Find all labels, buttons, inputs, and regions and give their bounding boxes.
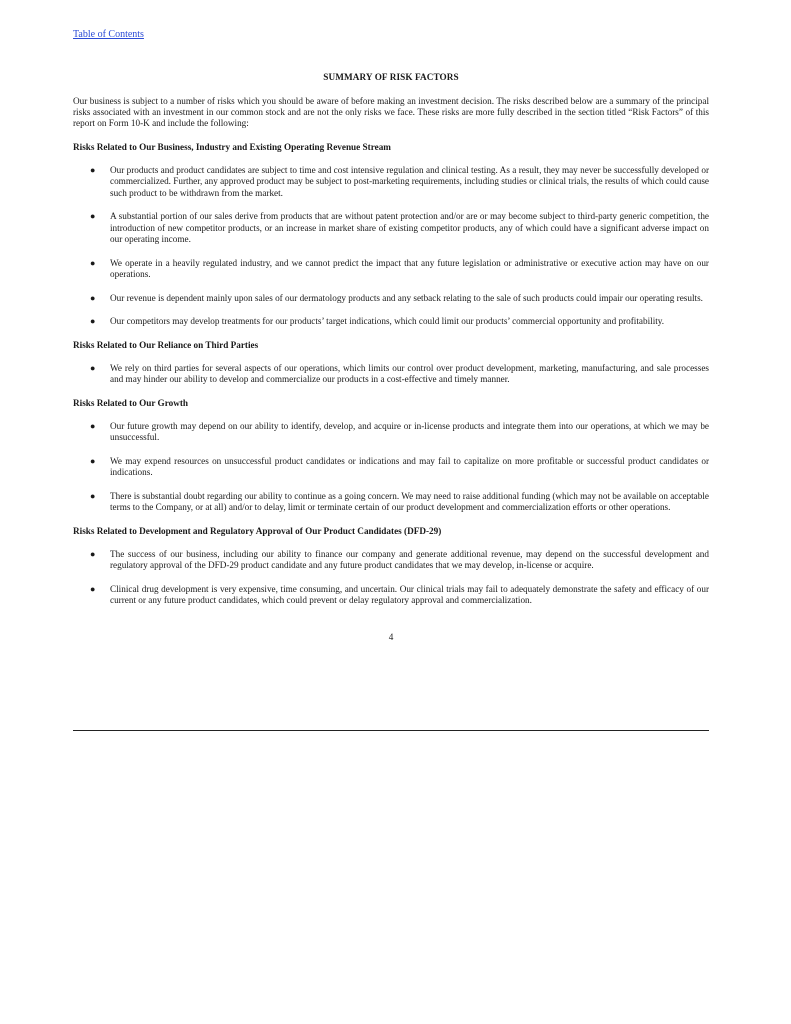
page-title: SUMMARY OF RISK FACTORS bbox=[323, 72, 459, 82]
table-of-contents-link[interactable]: Table of Contents bbox=[73, 29, 144, 40]
list-item-text: Our revenue is dependent mainly upon sales of our dermatology products and any setback relating to the sale of such products could impair our operating results. bbox=[110, 292, 703, 303]
page-number: 4 bbox=[388, 631, 394, 642]
section-heading-third-parties: Risks Related to Our Reliance on Third Parties bbox=[73, 339, 259, 350]
list-item bbox=[73, 293, 709, 304]
list-item bbox=[73, 421, 709, 443]
bullet-icon: ● bbox=[90, 421, 96, 432]
list-item bbox=[73, 584, 709, 606]
list-item-text: Our products and product candidates are subject to time and cost intensive regulation and clinical testing. As a result, they may never be successfully developed or commercialized. Further, any approved product may be subject to post-marketing requirements, including studies or clinical trials, the results of which could cause such product to be withdrawn from the market. bbox=[110, 165, 709, 198]
list-item-text: Clinical drug development is very expensive, time consuming, and uncertain. Our clinical trials may fail to adequately demonstrate the safety and efficacy of our current or any future product candidates, which could prevent or delay regulatory approval and commercialization. bbox=[110, 584, 709, 606]
risk-list-third-parties bbox=[73, 363, 709, 385]
risk-list-development bbox=[73, 549, 709, 606]
bullet-icon: ● bbox=[90, 316, 96, 327]
bullet-icon: ● bbox=[90, 584, 96, 595]
list-item-text: A substantial portion of our sales derive from products that are without patent protection and/or are or may become subject to third-party generic competition, the introduction of new competitor products, or an increase in market share of existing competitor products, any of which could have a significant adverse impact on our operating income. bbox=[110, 211, 709, 244]
bullet-icon: ● bbox=[90, 456, 96, 467]
list-item bbox=[73, 316, 709, 327]
document-page bbox=[73, 24, 709, 643]
bullet-icon: ● bbox=[90, 211, 96, 222]
list-item-text: We operate in a heavily regulated industry, and we cannot predict the impact that any future legislation or administrative or executive action may have on our operations. bbox=[110, 257, 709, 279]
list-item bbox=[73, 549, 709, 571]
list-item bbox=[73, 258, 709, 280]
bullet-icon: ● bbox=[90, 165, 96, 176]
bullet-icon: ● bbox=[90, 257, 96, 268]
list-item-text: We may expend resources on unsuccessful product candidates or indications and may fail to capitalize on more profitable or successful product candidates or indications. bbox=[110, 456, 709, 478]
section-heading-business: Risks Related to Our Business, Industry and Existing Operating Revenue Stream bbox=[73, 141, 391, 152]
bullet-icon: ● bbox=[90, 491, 96, 502]
list-item bbox=[73, 491, 709, 513]
list-item bbox=[73, 456, 709, 478]
list-item-text: Our competitors may develop treatments for our products’ target indications, which could limit our products’ commercial opportunity and profitability. bbox=[110, 316, 665, 327]
list-item-text: Our future growth may depend on our ability to identify, develop, and acquire or in-license products and integrate them into our operations, at which we may be unsuccessful. bbox=[110, 421, 709, 443]
bullet-icon: ● bbox=[90, 549, 96, 560]
list-item bbox=[73, 211, 709, 245]
section-heading-growth: Risks Related to Our Growth bbox=[73, 397, 189, 408]
list-item bbox=[73, 165, 709, 199]
risk-list-business bbox=[73, 165, 709, 327]
list-item-text: There is substantial doubt regarding our ability to continue as a going concern. We may need to raise additional funding (which may not be available on acceptable terms to the Company, or at all) and/or to delay, limit or terminate certain of our product development and commercialization efforts or other operations. bbox=[110, 491, 709, 513]
page-divider bbox=[73, 730, 709, 731]
list-item-text: We rely on third parties for several aspects of our operations, which limits our control over product development, marketing, manufacturing, and sale processes and may hinder our ability to develop and commercialize our products in a cost-effective and timely manner. bbox=[110, 363, 709, 385]
bullet-icon: ● bbox=[90, 363, 96, 374]
intro-paragraph: Our business is subject to a number of risks which you should be aware of before making an investment decision. The risks described below are a summary of the principal risks associated with an investment in our common stock and are not the only risks we face. These risks are more fully described in the section titled “Risk Factors” of this report on Form 10-K and include the following: bbox=[73, 96, 709, 129]
risk-list-growth bbox=[73, 421, 709, 513]
section-heading-development: Risks Related to Development and Regulatory Approval of Our Product Candidates (DFD-29) bbox=[73, 525, 442, 536]
bullet-icon: ● bbox=[90, 292, 96, 303]
list-item bbox=[73, 363, 709, 385]
list-item-text: The success of our business, including our ability to finance our company and generate additional revenue, may depend on the successful development and regulatory approval of the DFD-29 product candidate and any future product candidates that we may develop, in-license or acquire. bbox=[110, 549, 709, 571]
